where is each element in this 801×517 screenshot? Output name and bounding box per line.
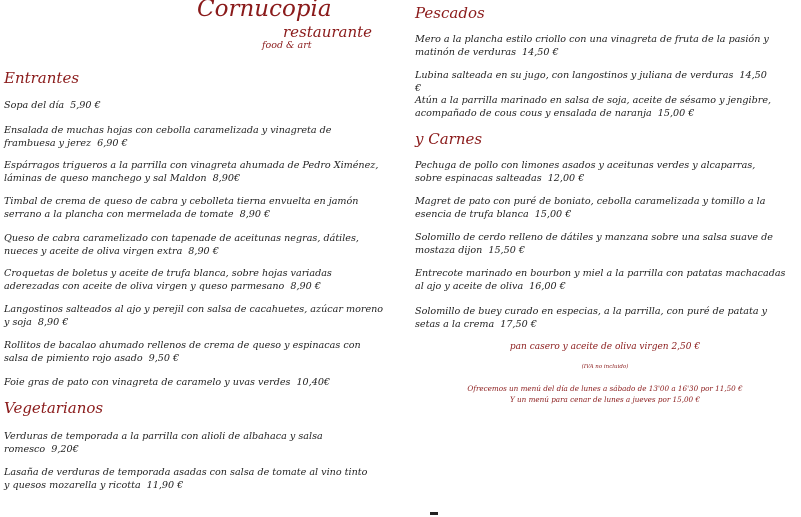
menu-item: Magret de pato con puré de boniato, cebolla caramelizada y tomillo a la esencia de trufa blanca 15,00 € bbox=[415, 196, 766, 220]
menu-item: Lasaña de verduras de temporada asadas con salsa de tomate al vino tinto y quesos mozarella y ricotta 11,90 € bbox=[4, 467, 368, 491]
menu-item: Queso de cabra caramelizado con tapenade de aceitunas negras, dátiles, nueces y aceite de oliva virgen extra 8,90 € bbox=[4, 233, 359, 257]
daily-menu-note: Ofrecemos un menú del día de lunes a sábado de 13'00 a 16'30 por 11,50 € bbox=[467, 384, 743, 393]
menu-item: Sopa del día 5,90 € bbox=[4, 100, 101, 111]
menu-subtitle: restaurante bbox=[283, 23, 373, 41]
text-cursor-mark bbox=[430, 512, 438, 515]
dinner-menu-note: Y un menú para cenar de lunes a jueves por 15,00 € bbox=[510, 395, 700, 404]
iva-note: (IVA no incluido) bbox=[581, 364, 629, 370]
section-title-carnes: y Carnes bbox=[415, 130, 483, 148]
menu-item: Ensalada de muchas hojas con cebolla caramelizada y vinagreta de frambuesa y jerez 6,90 € bbox=[4, 125, 332, 149]
section-title-entrantes: Entrantes bbox=[4, 69, 80, 87]
menu-title: Cornucopia bbox=[197, 0, 332, 22]
menu-item: Solomillo de buey curado en especias, a la parrilla, con puré de patata y setas a la crema 17,50 € bbox=[415, 306, 768, 330]
section-title-vegetarianos: Vegetarianos bbox=[4, 399, 104, 417]
bread-note: pan casero y aceite de oliva virgen 2,50 € bbox=[509, 342, 701, 352]
menu-item: Mero a la plancha estilo criollo con una vinagreta de fruta de la pasión y matinón de verduras 14,50 € bbox=[415, 34, 769, 58]
menu-item: Timbal de crema de queso de cabra y cebolleta tierna envuelta en jamón serrano a la plancha con mermelada de tomate 8,90 € bbox=[4, 196, 359, 220]
menu-item: Foie gras de pato con vinagreta de caramelo y uvas verdes 10,40€ bbox=[4, 377, 331, 388]
section-title-pescados: Pescados bbox=[415, 4, 485, 22]
menu-item: Croquetas de boletus y aceite de trufa blanca, sobre hojas variadas aderezadas con aceite de oliva virgen y queso parmesano 8,90 € bbox=[4, 268, 332, 292]
menu-item: Solomillo de cerdo relleno de dátiles y manzana sobre una salsa suave de mostaza dijon 15,50 € bbox=[415, 232, 773, 256]
menu-item: Lubina salteada en su jugo, con langostinos y juliana de verduras 14,50 € bbox=[415, 70, 767, 94]
menu-item: Espárragos trigueros a la parrilla con vinagreta ahumada de Pedro Ximénez, láminas de queso manchego y sal Maldon 8,90€ bbox=[4, 160, 379, 184]
menu-item: Verduras de temporada a la parrilla con alioli de albahaca y salsa romesco 9,20€ bbox=[4, 431, 323, 455]
menu-item: Rollitos de bacalao ahumado rellenos de crema de queso y espinacas con salsa de pimiento rojo asado 9,50 € bbox=[4, 340, 361, 364]
menu-item: Entrecote marinado en bourbon y miel a la parrilla con patatas machacadas al ajo y aceite de oliva 16,00 € bbox=[415, 268, 786, 292]
menu-item: Atún a la parrilla marinado en salsa de soja, aceite de sésamo y jengibre, acompañado de cous cous y ensalada de naranja 15,00 € bbox=[415, 95, 772, 119]
menu-item: Pechuga de pollo con limones asados y aceitunas verdes y alcaparras, sobre espinacas salteadas 12,00 € bbox=[415, 160, 756, 184]
menu-tagline: food & art bbox=[262, 40, 312, 51]
menu-item: Langostinos salteados al ajo y perejil con salsa de cacahuetes, azúcar moreno y soja 8,90 € bbox=[4, 304, 384, 328]
